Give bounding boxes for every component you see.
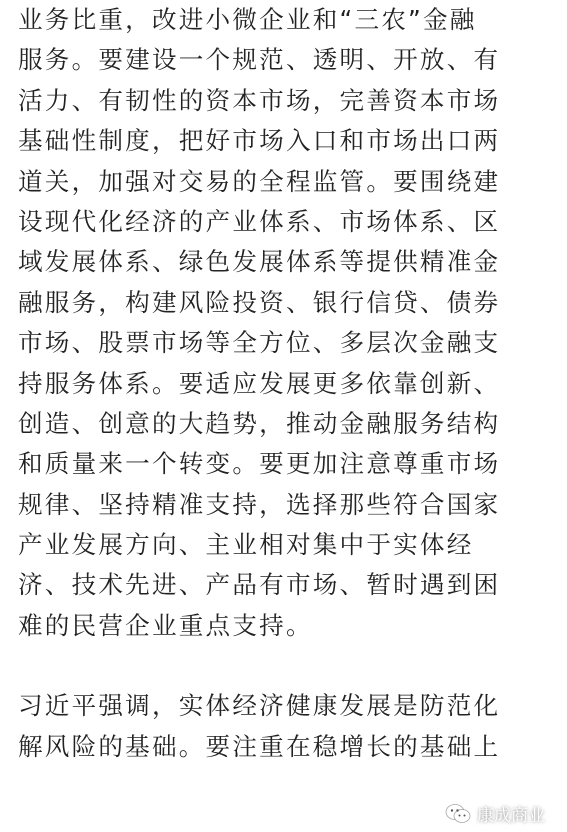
text-line: 道关，加强对交易的全程监管。要围绕建	[18, 166, 501, 196]
watermark-text: 康成商业	[477, 806, 545, 826]
text-line: 基础性制度，把好市场入口和市场出口两	[18, 126, 501, 156]
text-line: 解风险的基础。要注重在稳增长的基础上	[18, 731, 501, 761]
text-line: 产业发展方向、主业相对集中于实体经	[18, 530, 474, 560]
text-line: 域发展体系、绿色发展体系等提供精准金	[18, 247, 501, 277]
paragraph-spacer	[18, 646, 558, 686]
text-line: 活力、有韧性的资本市场，完善资本市场	[18, 85, 501, 115]
text-line: 业务比重，改进小微企业和“三农”金融	[18, 5, 477, 34]
text-line: 市场、股票市场等全方位、多层次金融支	[18, 328, 501, 358]
paragraph-1	[18, 0, 558, 646]
wechat-logo-icon	[445, 803, 471, 825]
text-line: 设现代化经济的产业体系、市场体系、区	[18, 206, 501, 236]
text-line: 规律、坚持精准支持，选择那些符合国家	[18, 489, 501, 519]
text-line: 融服务，构建风险投资、银行信贷、债券	[18, 287, 501, 317]
article-body	[18, 0, 558, 767]
text-line: 和质量来一个转变。要更加注意尊重市场	[18, 449, 501, 479]
paragraph-2	[18, 686, 558, 767]
watermark	[445, 801, 545, 826]
text-line: 济、技术先进、产品有市场、暂时遇到困	[18, 570, 501, 600]
text-line: 持服务体系。要适应发展更多依靠创新、	[18, 368, 501, 398]
text-line: 难的民营企业重点支持。	[18, 610, 313, 640]
text-line: 创造、创意的大趋势，推动金融服务结构	[18, 408, 501, 438]
text-line: 习近平强调，实体经济健康发展是防范化	[18, 691, 501, 721]
text-line: 服务。要建设一个规范、透明、开放、有	[18, 45, 501, 75]
